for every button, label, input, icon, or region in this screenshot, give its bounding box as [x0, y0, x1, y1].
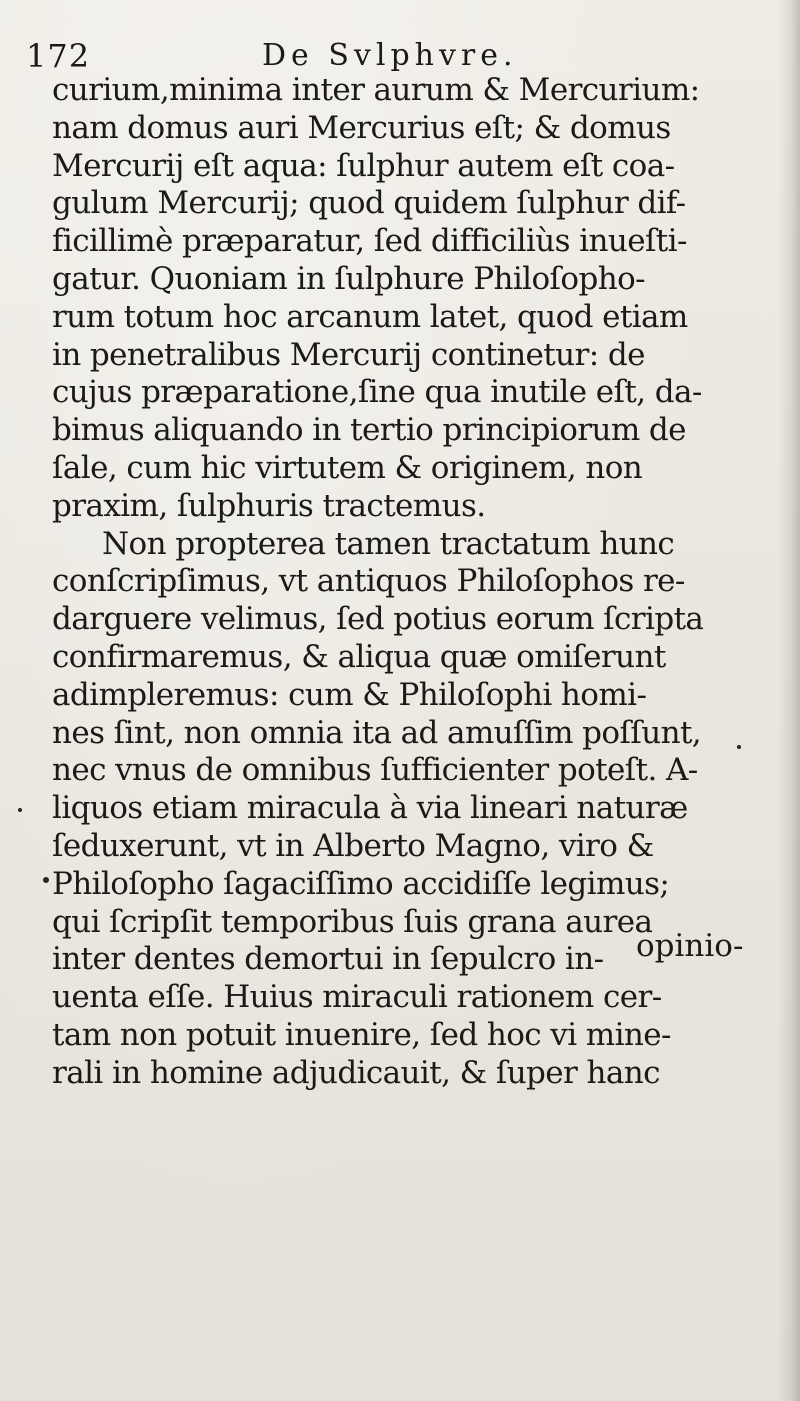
text-line: in penetralibus Mercurij continetur: de [52, 336, 645, 373]
text-line: ſeduxerunt, vt in Alberto Magno, viro & [52, 827, 654, 864]
text-line: cujus præparatione,ſine qua inutile eſt, da- [52, 374, 702, 411]
text-line-paragraph-start: Non propterea tamen tractatum hunc [102, 525, 675, 562]
text-line: rali in homine adjudicauit, & ſuper hanc [52, 1054, 660, 1091]
text-line: Philoſopho ſagaciſſimo accidiſſe legimus; [52, 865, 670, 902]
text-line: Mercurij eſt aqua: ſulphur autem eſt coa- [52, 147, 675, 184]
page-number: 172 [26, 37, 91, 75]
text-line: praxim, ſulphuris tractemus. [52, 487, 486, 524]
text-line: conſcripſimus, vt antiquos Philoſophos re- [52, 563, 685, 600]
text-line: nes ſint, non omnia ita ad amuſſim poſſunt, [52, 714, 702, 751]
text-line: liquos etiam miracula à via lineari naturæ [52, 790, 688, 827]
text-line: ficillimè præparatur, ſed difficiliùs inueſti- [52, 223, 687, 260]
text-line: qui ſcripſit temporibus ſuis grana aurea [52, 903, 653, 940]
text-line: tam non potuit inuenire, ſed hoc vi mine- [52, 1016, 671, 1053]
text-line: inter dentes demortui in ſepulcro in- [52, 941, 604, 978]
text-line: nam domus auri Mercurius eſt; & domus [52, 109, 671, 146]
ink-speck [43, 877, 49, 883]
ink-speck [18, 808, 22, 812]
ink-speck [737, 745, 741, 749]
text-line: confirmaremus, & aliqua quæ omiſerunt [52, 638, 666, 675]
running-head [26, 36, 766, 76]
text-line: nec vnus de omnibus ſufficienter poteſt. A- [52, 752, 698, 789]
text-line: uenta eſſe. Huius miraculi rationem cer- [52, 979, 662, 1016]
running-title: De Svlphvre. [262, 38, 518, 73]
text-line: darguere velimus, ſed potius eorum ſcripta [52, 601, 704, 638]
catchword: opinio- [636, 928, 744, 964]
text-line: rum totum hoc arcanum latet, quod etiam [52, 298, 688, 335]
text-line: gulum Mercurij; quod quidem ſulphur dif- [52, 185, 686, 222]
text-line: curium,minima inter aurum & Mercurium: [52, 72, 700, 108]
text-line: adimpleremus: cum & Philoſophi homi- [52, 676, 647, 713]
text-line: ſale, cum hic virtutem & originem, non [52, 449, 643, 486]
text-line: bimus aliquando in tertio principiorum de [52, 412, 686, 449]
text-line: gatur. Quoniam in ſulphure Philoſopho- [52, 260, 646, 297]
